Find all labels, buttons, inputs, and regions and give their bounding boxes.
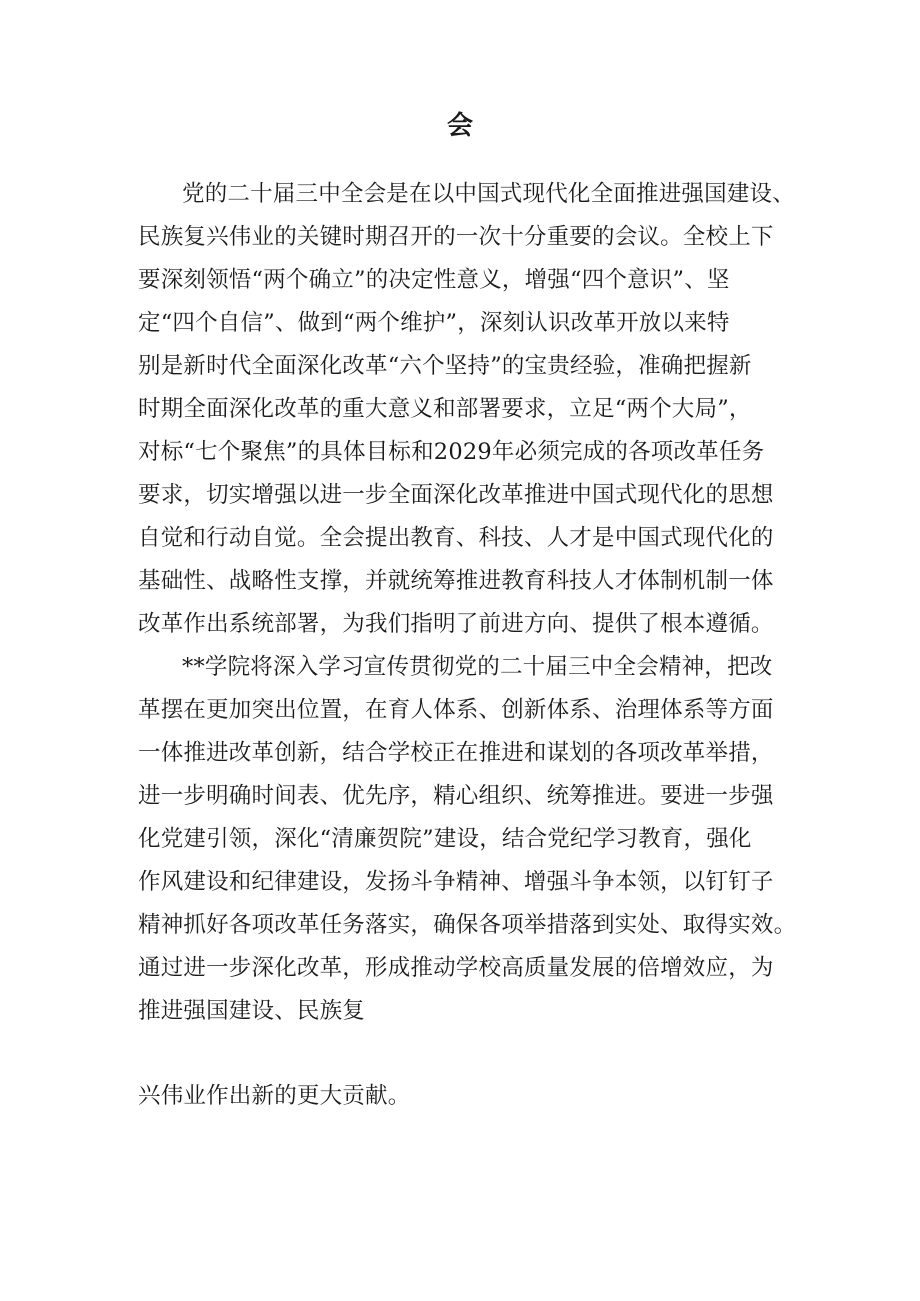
text-line: 自觉和行动自觉。全会提出教育、科技、人才是中国式现代化的 bbox=[138, 525, 774, 551]
text-line: 兴伟业作出新的更大贡献。 bbox=[138, 1083, 411, 1109]
text-line: 一体推进改革创新，结合学校正在推进和谋划的各项改革举措， bbox=[138, 740, 774, 766]
text-line: 别是新时代全面深化改革“六个坚持”的宝贵经验，准确把握新 bbox=[138, 353, 752, 379]
page-heading: 会 bbox=[446, 111, 473, 141]
text-line: 改革作出系统部署，为我们指明了前进方向、提供了根本遵循。 bbox=[138, 611, 774, 637]
text-line: 民族复兴伟业的关键时期召开的一次十分重要的会议。全校上下 bbox=[138, 224, 774, 250]
text-line: 时期全面深化改革的重大意义和部署要求，立足“两个大局”， bbox=[138, 396, 752, 422]
text-line: 基础性、战略性支撑，并就统筹推进教育科技人才体制机制一体 bbox=[138, 568, 774, 594]
text-line: 推进强国建设、民族复 bbox=[138, 998, 366, 1024]
text-line: 化党建引领，深化“清廉贺院”建设，结合党纪学习教育，强化 bbox=[138, 826, 752, 852]
text-line: 作风建设和纪律建设，发扬斗争精神、增强斗争本领，以钉钉子 bbox=[138, 869, 774, 895]
text-line: 革摆在更加突出位置，在育人体系、创新体系、治理体系等方面 bbox=[138, 697, 774, 723]
text-line: 要求，切实增强以进一步全面深化改革推进中国式现代化的思想 bbox=[138, 482, 774, 508]
text-line: 进一步明确时间表、优先序，精心组织、统筹推进。要进一步强 bbox=[138, 783, 774, 809]
text-line: 要深刻领悟“两个确立”的决定性意义，增强“四个意识”、坚 bbox=[138, 267, 730, 293]
text-line: 通过进一步深化改革，形成推动学校高质量发展的倍增效应，为 bbox=[138, 955, 774, 981]
text-line: 对标“七个聚焦”的具体目标和2029年必须完成的各项改革任务 bbox=[138, 439, 765, 465]
text-line: 精神抓好各项改革任务落实，确保各项举措落到实处、取得实效。 bbox=[138, 912, 797, 938]
text-line: 党的二十届三中全会是在以中国式现代化全面推进强国建设、 bbox=[182, 181, 795, 207]
text-line: **学院将深入学习宣传贯彻党的二十届三中全会精神，把改 bbox=[182, 654, 773, 680]
text-line: 定“四个自信”、做到“两个维护”，深刻认识改革开放以来特 bbox=[138, 310, 730, 336]
